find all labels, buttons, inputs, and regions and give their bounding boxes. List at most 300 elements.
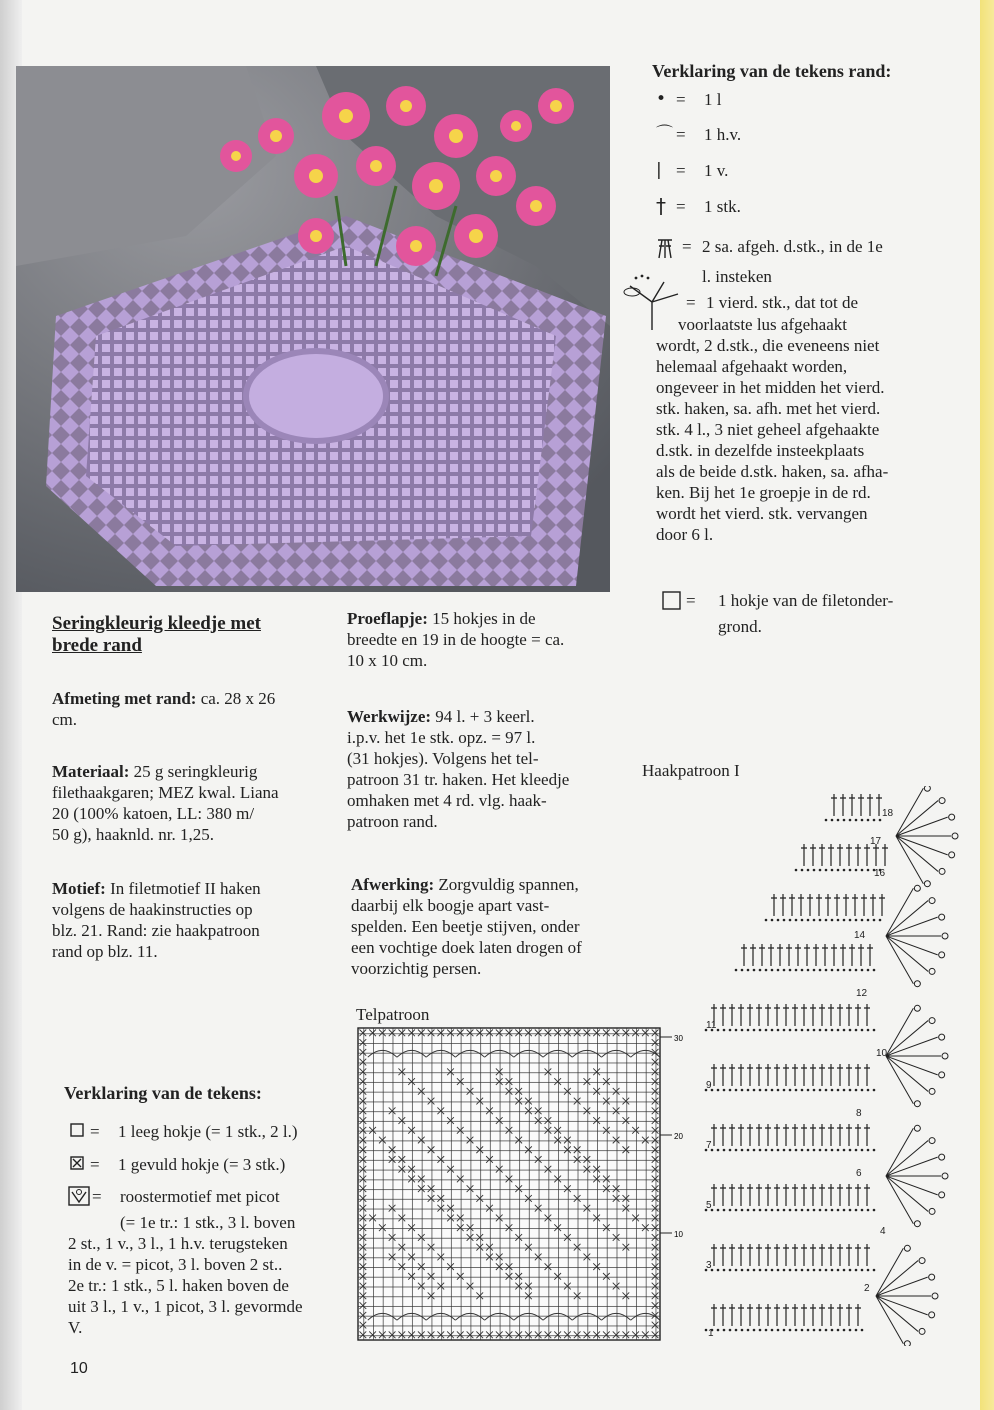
chain-dot-icon: •: [656, 89, 667, 109]
stitch-mark: [882, 844, 888, 866]
stitch-mark: [801, 1304, 807, 1326]
hp-row-label: 1: [708, 1328, 714, 1339]
hp-row-label: 3: [706, 1260, 712, 1271]
stitch-mark: [720, 1004, 726, 1026]
stitch-mark: [783, 1184, 789, 1206]
vierd-line: als de beide d.stk. haken, sa. afha-: [656, 462, 889, 481]
chain-dot-mark: [789, 1149, 792, 1152]
legend-rand-item-hokje: = 1 hokje van de filetonder- grond.: [662, 590, 952, 637]
chain-dot-mark: [855, 1149, 858, 1152]
chain-dot-mark: [795, 1029, 798, 1032]
stitch-mark: [801, 1004, 807, 1026]
chain-dot-mark: [789, 919, 792, 922]
stitch-mark: [801, 844, 807, 866]
chain-dot-mark: [813, 919, 816, 922]
chain-dot-mark: [867, 1209, 870, 1212]
chain-dot-mark: [747, 1209, 750, 1212]
chain-dot-mark: [843, 1089, 846, 1092]
stitch-mark: [867, 794, 873, 816]
picot-mark: [929, 1018, 935, 1024]
chain-dot-mark: [825, 1029, 828, 1032]
stitch-mark: [747, 1244, 753, 1266]
chain-dot-mark: [843, 819, 846, 822]
chain-dot-mark: [723, 1029, 726, 1032]
chain-dot-mark: [759, 1329, 762, 1332]
stitch-mark: [846, 1244, 852, 1266]
stitch-mark: [801, 1244, 807, 1266]
telpatroon-y-label: 10: [674, 1230, 683, 1239]
proeflapje-line: 10 x 10 cm.: [347, 651, 428, 670]
stitch-mark: [720, 1304, 726, 1326]
chain-dot-mark: [837, 819, 840, 822]
fan-stitch-mark: [896, 788, 923, 836]
stitch-mark: [756, 1244, 762, 1266]
chain-dot-mark: [729, 1029, 732, 1032]
chain-dot-mark: [777, 969, 780, 972]
afwerking-section: [351, 874, 641, 979]
chain-dot-mark: [795, 919, 798, 922]
chain-dot-mark: [831, 869, 834, 872]
stitch-mark: [855, 1124, 861, 1146]
chain-dot-mark: [795, 1149, 798, 1152]
hp-row-label: 4: [880, 1226, 886, 1237]
stitch-mark: [759, 944, 765, 966]
rooster-line: in de v. = picot, 3 l. boven 2 st..: [68, 1255, 283, 1274]
stitch-mark: [783, 1004, 789, 1026]
chain-dot-mark: [873, 969, 876, 972]
chain-dot-mark: [855, 1089, 858, 1092]
chain-dot-mark: [723, 1329, 726, 1332]
picot-mark: [949, 852, 955, 858]
stitch-mark: [843, 894, 849, 916]
chain-dot-mark: [831, 1089, 834, 1092]
vierd-line: stk. 4 l., 3 niet geheel afgehaakte: [656, 420, 880, 439]
vierd-line: 1 vierd. stk., dat tot de: [706, 293, 859, 312]
stitch-mark: [801, 1124, 807, 1146]
afmeting-text2: cm.: [52, 710, 78, 729]
stitch-mark: [831, 944, 837, 966]
chain-dot-mark: [879, 819, 882, 822]
stitch-mark: [756, 1124, 762, 1146]
chain-dot-mark: [807, 1329, 810, 1332]
chain-dot-mark: [837, 1029, 840, 1032]
chain-dot-mark: [753, 1329, 756, 1332]
hp-row-label: 8: [856, 1108, 862, 1119]
chain-dot-mark: [717, 1149, 720, 1152]
legend-rand-item-v: | = 1 v.: [656, 160, 729, 180]
chain-dot-mark: [765, 1269, 768, 1272]
chain-dot-mark: [861, 1029, 864, 1032]
vierd-line: ken. Bij het 1e groepje in de rd.: [656, 483, 871, 502]
legend-rand-item-vierd: = 1 vierd. stk., dat tot de voorlaatste lus afgehaakt wordt, 2 d.stk., die eveneens niet helemaal afgehaakt worden, ongeveer in het midden het vierd. stk. haken, sa. afh. met het vierd. stk. 4 l., 3 niet geheel afgehaakte d.stk. in dezelfde insteekplaats als de beide d.stk. haken, sa. afha- ken. Bij het 1e groepje in de rd. wordt het vierd. stk. vervangen door 6 l.: [616, 272, 936, 545]
stitch-mark: [798, 894, 804, 916]
chain-dot-mark: [867, 1029, 870, 1032]
haakpatroon-chart: [686, 786, 976, 1346]
chain-dot-mark: [777, 1089, 780, 1092]
chain-dot-mark: [729, 1089, 732, 1092]
fan-stitch-mark: [876, 1296, 903, 1344]
slip-stitch-icon: ⌒: [656, 124, 673, 144]
legend-rand-item-stk: † = 1 stk.: [656, 194, 741, 218]
chain-dot-mark: [837, 1089, 840, 1092]
vierd-line: voorlaatste lus afgehaakt: [678, 315, 847, 334]
chain-dot-mark: [855, 819, 858, 822]
stitch-mark: [807, 894, 813, 916]
stitch-mark: [864, 1184, 870, 1206]
stitch-mark: [729, 1064, 735, 1086]
chain-dot-mark: [849, 919, 852, 922]
legend-item-rooster: = roostermotief met picot (= 1e tr.: 1 stk., 3 l. boven 2 st., 1 v., 3 l., 1 h.v. terugsteken in de v. = picot, 3 l. boven 2 st.. 2e tr.: 1 stk., 5 l. haken boven de uit 3 l., 1 v., 1 picot, 3 l. gevormde V.: [68, 1186, 348, 1338]
chain-dot-mark: [867, 1149, 870, 1152]
stitch-mark: [855, 1304, 861, 1326]
fan-stitch-mark: [886, 1157, 938, 1176]
chain-dot-mark: [819, 1209, 822, 1212]
chain-dot-mark: [789, 1209, 792, 1212]
fan-stitch-mark: [886, 1021, 928, 1056]
article-title-line2: brede rand: [52, 635, 142, 656]
chain-dot-mark: [825, 1329, 828, 1332]
chain-dot-mark: [825, 1209, 828, 1212]
empty-square-icon: [70, 1121, 90, 1143]
hp-row-label: 6: [856, 1168, 862, 1179]
chain-dot-mark: [831, 969, 834, 972]
chain-dot-mark: [759, 1029, 762, 1032]
rooster-line: 2e tr.: 1 stk., 5 l. haken boven de: [68, 1276, 289, 1295]
stitch-mark: [720, 1184, 726, 1206]
chain-dot-mark: [825, 1269, 828, 1272]
chain-dot-mark: [861, 919, 864, 922]
vierd-line: door 6 l.: [656, 525, 714, 544]
legend-item-empty: = 1 leeg hokje (= 1 stk., 2 l.): [70, 1121, 298, 1143]
chain-dot-mark: [789, 969, 792, 972]
chain-dot-mark: [765, 919, 768, 922]
materiaal-line: 50 g), haaknld. nr. 1,25.: [52, 825, 214, 844]
chain-dot-mark: [801, 1269, 804, 1272]
stitch-mark: [774, 1064, 780, 1086]
werkwijze-line: 94 l. + 3 keerl.: [435, 707, 535, 726]
stitch-mark: [846, 1124, 852, 1146]
chain-dot-mark: [861, 819, 864, 822]
stitch-mark: [819, 1064, 825, 1086]
chain-dot-mark: [807, 1209, 810, 1212]
chain-dot-mark: [753, 969, 756, 972]
telpatroon-y-label: 20: [674, 1132, 683, 1141]
chain-dot-mark: [861, 1209, 864, 1212]
picot-mark: [929, 1088, 935, 1094]
chain-dot-mark: [795, 869, 798, 872]
picot-mark: [939, 1154, 945, 1160]
hp-row-label: 16: [874, 868, 886, 879]
chain-dot-mark: [861, 969, 864, 972]
picot-mark: [924, 881, 930, 887]
stitch-mark: [789, 894, 795, 916]
afwerking-line: daarbij elk boogje apart vast-: [351, 896, 550, 915]
double-crochet-icon: †: [656, 194, 666, 218]
proeflapje-line: breedte en 19 in de hoogte = ca.: [347, 630, 565, 649]
chain-dot-mark: [789, 1269, 792, 1272]
chain-dot-mark: [855, 1209, 858, 1212]
chain-dot-mark: [813, 1269, 816, 1272]
stitch-mark: [756, 1064, 762, 1086]
stitch-mark: [837, 1304, 843, 1326]
chain-dot-mark: [741, 1149, 744, 1152]
chain-dot-mark: [819, 1029, 822, 1032]
motief-line: rand op blz. 11.: [52, 942, 158, 961]
chain-dot-mark: [819, 869, 822, 872]
stitch-mark: [864, 844, 870, 866]
afmeting-section: [52, 688, 322, 730]
picot-mark: [914, 1125, 920, 1131]
werkwijze-label: Werkwijze:: [347, 707, 432, 726]
picot-mark: [914, 1005, 920, 1011]
vierd-line: wordt, 2 d.stk., die eveneens niet: [656, 336, 880, 355]
chain-dot-mark: [735, 1209, 738, 1212]
fan-stitch-mark: [896, 836, 938, 871]
stitch-mark: [837, 1064, 843, 1086]
fan-stitch-mark: [876, 1277, 928, 1296]
stitch-mark: [738, 1004, 744, 1026]
chain-dot-mark: [813, 1209, 816, 1212]
chain-dot-mark: [849, 1209, 852, 1212]
stitch-mark: [741, 944, 747, 966]
materiaal-line: filethaakgaren; MEZ kwal. Liana: [52, 783, 279, 802]
chain-dot-mark: [741, 969, 744, 972]
stitch-mark: [864, 1064, 870, 1086]
chain-dot-mark: [843, 969, 846, 972]
chain-dot-mark: [855, 969, 858, 972]
chain-dot-mark: [837, 919, 840, 922]
proeflapje-section: [347, 608, 637, 671]
chain-dot-mark: [765, 969, 768, 972]
stitch-mark: [810, 1304, 816, 1326]
stitch-mark: [819, 1004, 825, 1026]
legend-rand-title: Verklaring van de tekens rand:: [652, 61, 892, 81]
filet-square-icon: [662, 590, 686, 616]
fan-stitch-mark: [886, 936, 938, 955]
picot-mark: [932, 1293, 938, 1299]
materiaal-line: 20 (100% katoen, LL: 380 m/: [52, 804, 255, 823]
chain-dot-mark: [735, 1029, 738, 1032]
picot-mark: [929, 968, 935, 974]
chain-dot-mark: [783, 1209, 786, 1212]
stitch-mark: [858, 944, 864, 966]
stitch-mark: [810, 1184, 816, 1206]
stitch-mark: [774, 1304, 780, 1326]
stitch-mark: [711, 1184, 717, 1206]
picot-mark: [952, 833, 958, 839]
stitch-mark: [729, 1184, 735, 1206]
picot-mark: [914, 885, 920, 891]
motief-line: In filetmotief II haken: [110, 879, 261, 898]
stitch-mark: [738, 1244, 744, 1266]
motief-line: blz. 21. Rand: zie haakpatroon: [52, 921, 260, 940]
chain-dot-mark: [825, 1089, 828, 1092]
stitch-mark: [864, 1124, 870, 1146]
article-title-line1: Seringkleurig kleedje met: [52, 613, 261, 634]
fan-stitch-mark: [896, 836, 948, 855]
stitch-mark: [747, 1184, 753, 1206]
fan-stitch-mark: [886, 1176, 938, 1195]
stitch-mark: [846, 1004, 852, 1026]
stitch-mark: [756, 1304, 762, 1326]
dstk-line: l. insteken: [702, 267, 772, 286]
stitch-mark: [819, 844, 825, 866]
chain-dot-mark: [807, 919, 810, 922]
stitch-mark: [834, 894, 840, 916]
hokje-line: 1 hokje van de filetonder-: [718, 591, 894, 610]
fan-stitch-mark: [886, 1176, 928, 1211]
legend-rand-item-dstk: = 2 sa. afgeh. d.stk., in de 1e l. insteken: [652, 236, 942, 287]
legend-rand-text: 1 h.v.: [704, 125, 742, 144]
stitch-mark: [828, 1304, 834, 1326]
stitch-mark: [837, 1184, 843, 1206]
afwerking-line: spelden. Een beetje stijven, onder: [351, 917, 580, 936]
stitch-mark: [738, 1184, 744, 1206]
chain-dot-mark: [837, 1149, 840, 1152]
stitch-mark: [750, 944, 756, 966]
chain-dot-mark: [843, 1149, 846, 1152]
chain-dot-mark: [783, 1089, 786, 1092]
picot-mark: [939, 914, 945, 920]
stitch-mark: [855, 1004, 861, 1026]
stitch-mark: [867, 944, 873, 966]
chain-dot-mark: [759, 1269, 762, 1272]
chain-dot-mark: [759, 1209, 762, 1212]
stitch-mark: [795, 944, 801, 966]
picot-mark: [919, 1328, 925, 1334]
legend-item-text: 1 gevuld hokje (= 3 stk.): [118, 1155, 286, 1174]
stitch-mark: [801, 1184, 807, 1206]
stitch-mark: [765, 1304, 771, 1326]
chain-dot-mark: [819, 1269, 822, 1272]
chain-dot-mark: [807, 869, 810, 872]
stitch-mark: [804, 944, 810, 966]
chain-dot-mark: [867, 1089, 870, 1092]
chain-dot-mark: [813, 1029, 816, 1032]
chain-dot-mark: [813, 1089, 816, 1092]
chain-dot-mark: [831, 1029, 834, 1032]
chain-dot-mark: [807, 1149, 810, 1152]
chain-dot-mark: [807, 969, 810, 972]
stitch-mark: [783, 1064, 789, 1086]
chain-dot-mark: [741, 1089, 744, 1092]
afmeting-text: ca. 28 x 26: [200, 689, 276, 708]
chain-dot-mark: [861, 1329, 864, 1332]
chain-dot-mark: [819, 1149, 822, 1152]
vierd-line: stk. haken, sa. afh. met het vierd.: [656, 399, 881, 418]
chain-dot-mark: [819, 1089, 822, 1092]
telpatroon-chart: [354, 1024, 684, 1346]
stitch-mark: [783, 1124, 789, 1146]
legend-rand-item-chain: • = 1 l: [656, 89, 722, 109]
picot-mark: [939, 798, 945, 804]
doily-photo: [16, 66, 610, 592]
chain-dot-mark: [867, 969, 870, 972]
quad-treble-cluster-icon: [616, 272, 686, 332]
stitch-mark: [849, 944, 855, 966]
chain-dot-mark: [813, 969, 816, 972]
chain-dot-mark: [777, 1269, 780, 1272]
stitch-mark: [813, 944, 819, 966]
chain-dot-mark: [801, 1329, 804, 1332]
stitch-mark: [828, 1184, 834, 1206]
stitch-mark: [720, 1244, 726, 1266]
chain-dot-mark: [819, 969, 822, 972]
stitch-mark: [711, 1244, 717, 1266]
stitch-mark: [858, 794, 864, 816]
stitch-mark: [729, 1004, 735, 1026]
chain-dot-mark: [771, 1209, 774, 1212]
stitch-mark: [774, 1004, 780, 1026]
chain-dot-mark: [867, 919, 870, 922]
hp-row-label: 11: [706, 1020, 717, 1031]
chain-dot-mark: [873, 1089, 876, 1092]
fan-stitch-mark: [876, 1261, 918, 1296]
chain-dot-mark: [795, 1209, 798, 1212]
materiaal-label: Materiaal:: [52, 762, 130, 781]
chain-dot-mark: [825, 869, 828, 872]
chain-dot-mark: [783, 1029, 786, 1032]
chain-dot-mark: [813, 1149, 816, 1152]
stitch-mark: [765, 1124, 771, 1146]
chain-dot-mark: [837, 1329, 840, 1332]
chain-dot-mark: [747, 1269, 750, 1272]
chain-dot-mark: [753, 1209, 756, 1212]
stitch-mark: [786, 944, 792, 966]
stitch-mark: [792, 1004, 798, 1026]
hp-row-label: 18: [882, 808, 894, 819]
stitch-mark: [810, 844, 816, 866]
stitch-mark: [780, 894, 786, 916]
rooster-line: (= 1e tr.: 1 stk., 3 l. boven: [120, 1213, 296, 1232]
chain-dot-mark: [873, 1149, 876, 1152]
stitch-mark: [756, 1004, 762, 1026]
chain-dot-mark: [837, 1269, 840, 1272]
stitch-mark: [870, 894, 876, 916]
chain-dot-mark: [831, 1269, 834, 1272]
stitch-mark: [852, 894, 858, 916]
chain-dot-mark: [783, 919, 786, 922]
hp-row-label: 5: [706, 1200, 712, 1211]
chain-dot-mark: [861, 1149, 864, 1152]
vierd-line: helemaal afgehaakt worden,: [656, 357, 848, 376]
chain-dot-mark: [873, 1269, 876, 1272]
picot-mark: [929, 1312, 935, 1318]
chain-dot-mark: [831, 1149, 834, 1152]
fan-stitch-mark: [876, 1296, 918, 1331]
stitch-mark: [846, 1064, 852, 1086]
stitch-mark: [765, 1064, 771, 1086]
stitch-mark: [756, 1184, 762, 1206]
motief-label: Motief:: [52, 879, 106, 898]
materiaal-section: [52, 761, 332, 845]
chain-dot-mark: [849, 1269, 852, 1272]
legend-rand-text: 1 v.: [704, 161, 729, 180]
chain-dot-mark: [843, 919, 846, 922]
legend-rand-item-hv: ⌒ = 1 h.v.: [656, 124, 742, 144]
chain-dot-mark: [789, 1029, 792, 1032]
chain-dot-mark: [807, 1269, 810, 1272]
chain-dot-mark: [855, 869, 858, 872]
chain-dot-mark: [771, 1329, 774, 1332]
chain-dot-mark: [831, 1329, 834, 1332]
stitch-mark: [861, 894, 867, 916]
chain-dot-mark: [723, 1149, 726, 1152]
stitch-mark: [828, 844, 834, 866]
picot-mark: [929, 1208, 935, 1214]
afwerking-line: Zorgvuldig spannen,: [438, 875, 579, 894]
telpatroon-title: Telpatroon: [356, 1005, 430, 1024]
